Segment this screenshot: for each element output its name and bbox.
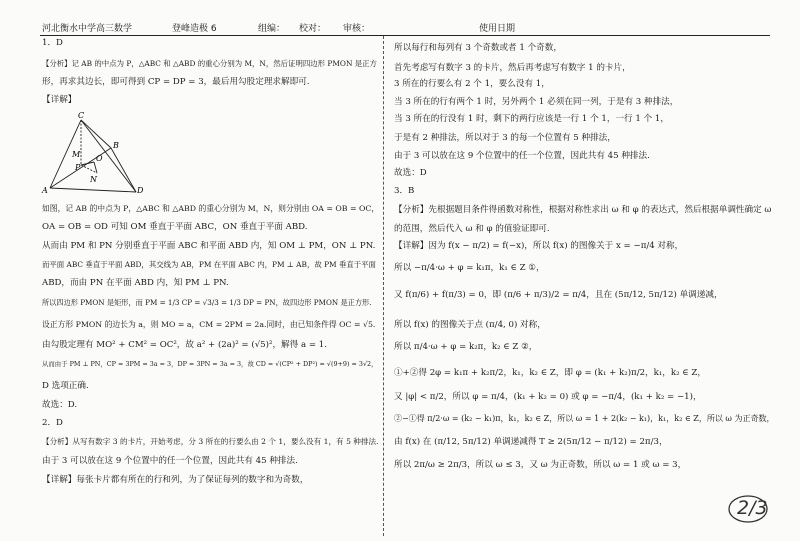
editor-label: 组编：	[258, 24, 286, 34]
text-line: 当 3 所在的行有两个 1 时，另外两个 1 必须在同一列，于是有 3 种排法，	[394, 97, 679, 107]
text-line: ①+②得 2φ = k₁π + k₂π/2，k₁，k₂ ∈ Z，即 φ = (k₁ + k₂)π/2，k₁，k₂ ∈ Z，	[394, 368, 706, 378]
label-A: A	[42, 186, 48, 195]
text-line: 所以四边形 PMON 是矩形，而 PM = 1/3 CP = √3/3 = 1/3 DP = PN，故四边形 PMON 是正方形.	[42, 298, 372, 307]
text-line: 所以每行和每列有 3 个奇数或者 1 个奇数，	[394, 43, 562, 53]
text-line: 【分析】先根据题目条件得函数对称性，根据对称性求出 ω 和 φ 的表达式，然后根据单调性确定 ω	[394, 205, 772, 215]
text-line: 所以 2π/ω ≥ 2π/3，所以 ω ≤ 3，又 ω 为正奇数，所以 ω = 1 或 ω = 3，	[394, 460, 687, 470]
date-label: 使用日期	[479, 24, 516, 34]
text-line: 首先考虑写有数字 3 的卡片，然后再考虑写有数字 1 的卡片，	[394, 63, 631, 73]
header-rule	[40, 35, 770, 36]
text-line: 于是有 2 种排法，所以对于 3 的每一个位置有 5 种排法，	[394, 133, 616, 143]
label-B: B	[113, 141, 119, 150]
text-line: ②−①得 π/2·ω = (k₂ − k₁)π，k₁，k₂ ∈ Z，所以 ω = 1 + 2(k₂ − k₁)，k₁，k₂ ∈ Z，所以 ω 为正奇数，	[394, 414, 775, 423]
text-line: 故选：D.	[42, 400, 78, 410]
page-header	[0, 0, 800, 36]
tetrahedron-figure	[42, 110, 142, 200]
text-line: ABD，而由 PN 在平面 ABD 内，知 PM ⊥ PN.	[42, 278, 229, 288]
text-line: 设正方形 PMON 的边长为 a，则 MO = a，CM = 2PM = 2a.同时，由已知条件得 OC = √5.	[42, 320, 376, 329]
text-line: 从而由 PM 和 PN 分别垂直于平面 ABC 和平面 ABD 内，知 OM ⊥ PM，ON ⊥ PN.	[42, 241, 376, 251]
text-line: 由 f(x) 在 (π/12, 5π/12) 单调递减得 T ≥ 2(5π/12 − π/12) = 2π/3，	[394, 437, 668, 447]
text-line: 所以 π/4·ω + φ = k₂π，k₂ ∈ Z ②，	[394, 342, 538, 352]
text-line: 由于 3 可以放在这 9 个位置中的任一个位置，因此共有 45 种排法.	[394, 151, 650, 161]
text-line: 【分析】从写有数字 3 的卡片，开始考虑，分 3 所在的行要么由 2 个 1，要么没有 1，有 5 种排法.	[42, 437, 379, 446]
text-line: 从而由于 PM ⊥ PN，CP = 3PM = 3a = 3，DP = 3PN = 3a = 3，故 CD = √(CP² + DP²) = √(9+9) = 3√2，	[42, 360, 378, 368]
school-name: 河北衡水中学高三数学	[42, 24, 133, 34]
text-line: OA = OB = OD 可知 OM 垂直于平面 ABC，ON 垂直于平面 ABD.	[42, 222, 308, 232]
label-O: O	[96, 154, 103, 163]
label-D: D	[137, 186, 144, 195]
text-line: 形，再求其边长，即可得到 CP = DP = 3，最后用勾股定理求解即可.	[42, 77, 310, 87]
text-line: 而平面 ABC 垂直于平面 ABD，其交线为 AB，PM 在平面 ABC 内，PM ⊥ AB，故 PM 垂直于平面	[42, 260, 376, 269]
label-N: N	[90, 175, 97, 184]
proofread-label: 校对：	[299, 24, 327, 34]
text-line: 又 |φ| < π/2，所以 φ = π/4，(k₁ + k₂ = 0) 或 φ = −π/4，(k₁ + k₂ = −1)，	[394, 392, 702, 402]
detail-heading: 【详解】	[42, 95, 77, 105]
answer-3: 3．B	[394, 186, 415, 196]
handwritten-page-mark	[727, 493, 769, 525]
label-C: C	[78, 111, 85, 120]
right-column	[394, 39, 774, 479]
text-line: 当 3 所在的行没有 1 时，剩下的两行应该是一行 1 个 1，一行 1 个 1，	[394, 114, 669, 124]
column-divider	[383, 36, 384, 536]
answer-2: 2．D	[42, 418, 63, 428]
text-line: 【分析】记 AB 的中点为 P，△ABC 和 △ABD 的重心分别为 M，N，然后证明四边形 PMON 是正方	[42, 59, 377, 68]
text-line: 由于 3 可以放在这 9 个位置中的任一个位置，因此共有 45 种排法.	[42, 456, 298, 466]
text-line: 所以 f(x) 的图像关于点 (π/4, 0) 对称，	[394, 320, 546, 330]
text-line: 3 所在的行要么有 2 个 1，要么没有 1，	[394, 79, 550, 89]
text-line: 的范围，然后代入 ω 和 φ 的值验证即可.	[394, 224, 550, 234]
left-column	[42, 38, 380, 485]
review-label: 审核：	[343, 24, 371, 34]
text-line: 故选：D	[394, 168, 427, 178]
text-line: 所以 −π/4·ω + φ = k₁π，k₁ ∈ Z ①，	[394, 263, 545, 273]
text-line: 由勾股定理有 MO² + CM² = OC²，故 a² + (2a)² = (√5)²，解得 a = 1.	[42, 340, 327, 350]
label-M: M	[72, 150, 81, 159]
page-mark-text: 2/3	[737, 497, 768, 519]
text-line: D 选项正确.	[42, 381, 89, 391]
answer-1: 1．D	[42, 38, 63, 48]
material-title: 登峰造极 6	[172, 24, 217, 34]
text-line: 【详解】每张卡片都有所在的行和列，为了保证每列的数字和为奇数，	[42, 475, 309, 485]
label-P: P	[75, 163, 81, 172]
text-line: 如图，记 AB 的中点为 P，△ABC 和 △ABD 的重心分别为 M，N，则分别由 OA = OB = OC，	[42, 204, 380, 213]
text-line: 【详解】因为 f(x − π/2) = f(−x)，所以 f(x) 的图像关于 x = −π/4 对称，	[394, 241, 684, 251]
text-line: 又 f(π/6) + f(π/3) = 0，即 (π/6 + π/3)/2 = π/4，且在 (5π/12, 5π/12) 单调递减，	[394, 290, 723, 300]
